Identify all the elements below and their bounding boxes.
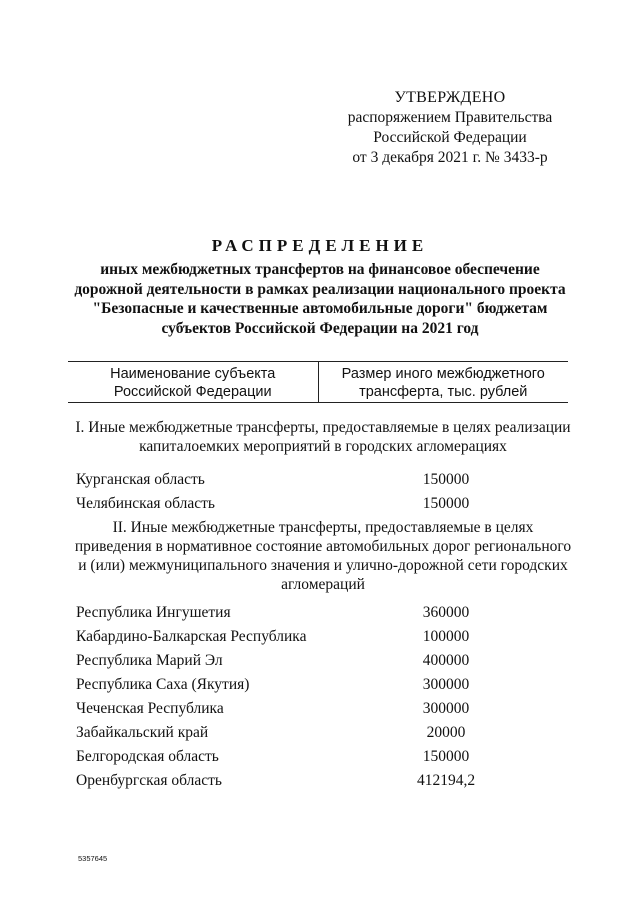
section-heading-line: I. Иные межбюджетные трансферты, предоставляемые в целях реализации	[75, 419, 571, 436]
region-name: Чеченская Республика	[76, 700, 224, 717]
subtitle-line: "Безопасные и качественные автомобильные дороги" бюджетам	[92, 300, 548, 317]
header-column-name	[68, 362, 319, 402]
approval-title: УТВЕРЖДЕНО	[394, 89, 506, 106]
region-name: Курганская область	[76, 471, 205, 488]
approval-line-3: от 3 декабря 2021 г. № 3433-р	[352, 149, 548, 166]
table-row	[76, 747, 596, 767]
section-1-heading	[68, 418, 578, 456]
section-heading-line: агломераций	[281, 576, 365, 593]
transfer-amount: 412194,2	[416, 772, 476, 789]
approval-line-2: Российской Федерации	[373, 129, 527, 146]
transfer-amount: 300000	[422, 700, 470, 717]
region-name: Челябинская область	[76, 495, 215, 512]
region-name: Республика Марий Эл	[76, 652, 223, 669]
subtitle-line: субъектов Российской Федерации на 2021 год	[161, 319, 479, 337]
table-row	[76, 723, 596, 743]
table-row	[76, 699, 596, 719]
transfer-amount: 400000	[422, 652, 470, 669]
transfer-amount: 150000	[422, 495, 470, 512]
table-header	[68, 361, 568, 403]
document-subtitle	[70, 260, 570, 338]
region-name: Кабардино-Балкарская Республика	[76, 628, 307, 645]
section-heading-line: и (или) межмуниципального значения и улично-дорожной сети городских	[78, 557, 568, 574]
section-2-heading	[68, 518, 578, 594]
table-row	[76, 494, 596, 514]
header-text: Российской Федерации	[113, 384, 272, 400]
table-row	[76, 627, 596, 647]
region-name: Республика Саха (Якутия)	[76, 676, 250, 693]
table-row	[76, 651, 596, 671]
transfer-amount: 150000	[422, 748, 470, 765]
transfer-amount: 360000	[422, 604, 470, 621]
transfer-amount: 20000	[426, 724, 466, 741]
section-heading-line: приведения в нормативное состояние автомобильных дорог регионального	[74, 538, 572, 555]
table-row	[76, 675, 596, 695]
region-name: Оренбургская область	[76, 772, 222, 789]
table-row	[76, 603, 596, 623]
header-text: трансферта, тыс. рублей	[359, 384, 528, 400]
table-row	[76, 470, 596, 490]
section-heading-line: II. Иные межбюджетные трансферты, предоставляемые в целях	[112, 519, 534, 536]
subtitle-line: дорожной деятельности в рамках реализации национального проекта	[74, 280, 566, 298]
table-row	[76, 771, 596, 791]
document-title: РАСПРЕДЕЛЕНИЕ	[211, 236, 429, 255]
section-heading-line: капиталоемких мероприятий в городских агломерациях	[139, 438, 507, 455]
region-name: Республика Ингушетия	[76, 604, 231, 621]
region-name: Белгородская область	[76, 748, 219, 765]
transfer-amount: 150000	[422, 471, 470, 488]
header-column-amount	[319, 362, 569, 402]
approval-line-1: распоряжением Правительства	[347, 109, 553, 126]
transfer-amount: 100000	[422, 628, 470, 645]
document-code: 5357645	[78, 854, 108, 863]
approval-block	[330, 88, 570, 168]
transfer-amount: 300000	[422, 676, 470, 693]
header-text: Размер иного межбюджетного	[341, 366, 545, 382]
region-name: Забайкальский край	[76, 724, 209, 741]
header-text: Наименование субъекта	[110, 366, 276, 382]
subtitle-line: иных межбюджетных трансфертов на финансовое обеспечение	[100, 261, 540, 278]
